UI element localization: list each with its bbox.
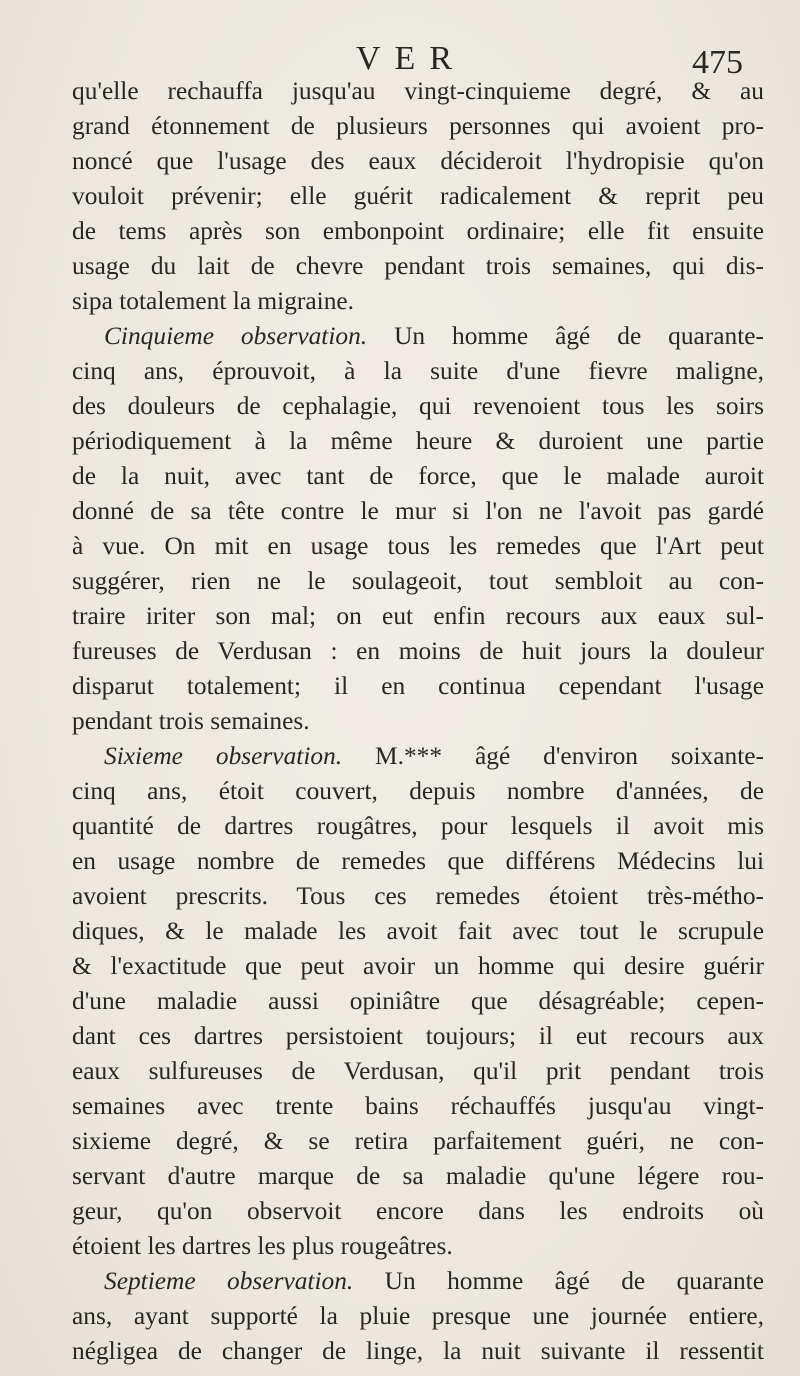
text-line: en usage nombre de remedes que différens Médecins lui xyxy=(72,847,764,875)
paragraph-continuation xyxy=(72,74,764,319)
text-line: donné de sa tête contre le mur si l'on ne l'avoit pas gardé xyxy=(72,497,764,525)
text-line: quantité de dartres rougâtres, pour lesquels il avoit mis xyxy=(72,812,764,840)
text-line: cinq ans, étoit couvert, depuis nombre d'années, de xyxy=(72,777,764,805)
text-line: traire iriter son mal; on eut enfin recours aux eaux sul- xyxy=(72,602,764,630)
page-number: 475 xyxy=(692,44,743,81)
observation-heading: Septieme observation. xyxy=(104,1267,354,1295)
text-line: diques, & le malade les avoit fait avec tout le scrupule xyxy=(72,917,764,945)
text-line: étoient les dartres les plus rougeâtres. xyxy=(72,1232,453,1260)
paragraph-sixth-observation xyxy=(72,739,764,1264)
observation-heading: Sixieme observation. xyxy=(104,742,343,770)
text-line: périodiquement à la même heure & duroient une partie xyxy=(72,427,764,455)
text-line: dant ces dartres persistoient toujours; il eut recours aux xyxy=(72,1022,764,1050)
text-line: noncé que l'usage des eaux décideroit l'hydropisie qu'on xyxy=(72,147,764,175)
text-line: suggérer, rien ne le soulageoit, tout sembloit au con- xyxy=(72,567,764,595)
text-line xyxy=(72,1264,764,1299)
text-line: pendant trois semaines. xyxy=(72,707,310,735)
text-line: usage du lait de chevre pendant trois semaines, qui dis- xyxy=(72,252,764,280)
text-line: sixieme degré, & se retira parfaitement guéri, ne con- xyxy=(72,1127,764,1155)
text-line: vouloit prévenir; elle guérit radicalement & reprit peu xyxy=(72,182,764,210)
text-line: des douleurs de cephalagie, qui revenoient tous les soirs xyxy=(72,392,764,420)
text-line: semaines avec trente bains réchauffés jusqu'au vingt- xyxy=(72,1092,764,1120)
text-run: Un homme âgé de quarante xyxy=(353,1267,764,1295)
text-line: à vue. On mit en usage tous les remedes que l'Art peut xyxy=(72,532,764,560)
text-line: & l'exactitude que peut avoir un homme qui desire guérir xyxy=(72,952,764,980)
text-line xyxy=(72,319,764,354)
paragraph-fifth-observation xyxy=(72,319,764,739)
text-line: de la nuit, avec tant de force, que le malade auroit xyxy=(72,462,764,490)
text-line: grand étonnement de plusieurs personnes qui avoient pro- xyxy=(72,112,764,140)
text-line: de tems après son embonpoint ordinaire; elle fit ensuite xyxy=(72,217,764,245)
text-line: d'une maladie aussi opiniâtre que désagréable; cepen- xyxy=(72,987,764,1015)
text-line: avoient prescrits. Tous ces remedes étoient très-métho- xyxy=(72,882,764,910)
text-line: fureuses de Verdusan : en moins de huit jours la douleur xyxy=(72,637,764,665)
observation-heading: Cinquieme observation. xyxy=(104,322,368,350)
text-line: ans, ayant supporté la pluie presque une journée entiere, xyxy=(72,1302,764,1330)
text-run: M.*** âgé d'environ soixante- xyxy=(342,742,764,770)
text-line: disparut totalement; il en continua cependant l'usage xyxy=(72,672,764,700)
paragraph-seventh-observation xyxy=(72,1264,764,1369)
text-line: servant d'autre marque de sa maladie qu'une légere rou- xyxy=(72,1162,764,1190)
text-line: qu'elle rechauffa jusqu'au vingt-cinquieme degré, & au xyxy=(72,77,764,105)
body-text xyxy=(72,74,764,1369)
text-run: Un homme âgé de quarante- xyxy=(367,322,764,350)
text-line: sipa totalement la migraine. xyxy=(72,287,355,315)
text-line xyxy=(72,739,764,774)
text-line: cinq ans, éprouvoit, à la suite d'une fievre maligne, xyxy=(72,357,764,385)
text-line: négligea de changer de linge, la nuit suivante il ressentit xyxy=(72,1337,764,1365)
text-line: geur, qu'on observoit encore dans les endroits où xyxy=(72,1197,764,1225)
running-head-title: VER xyxy=(356,40,466,77)
text-line: eaux sulfureuses de Verdusan, qu'il prit pendant trois xyxy=(72,1057,764,1085)
